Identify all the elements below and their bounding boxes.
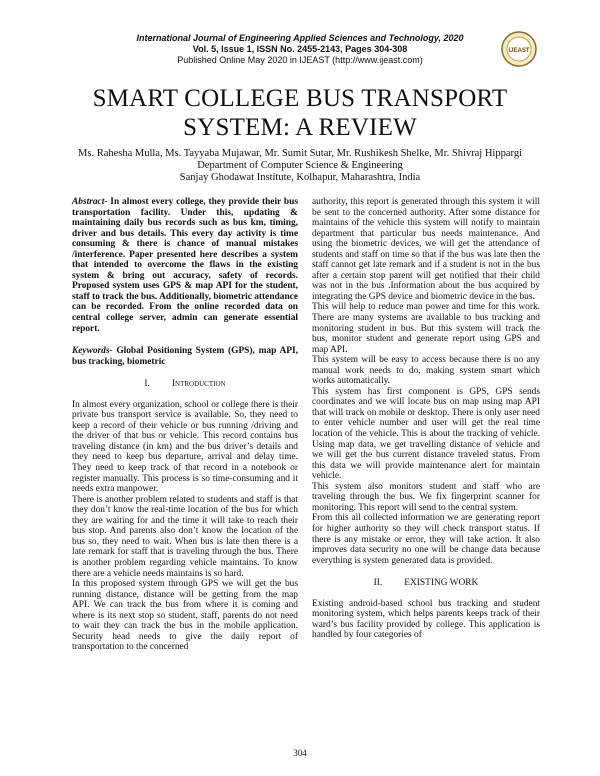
body-paragraph: There is another problem related to students and staff is that they don’t know the real-time location of the bus for which they are waiting for and the time it will take to reach their bus stop. And parents also don’t know the location of the bus so, they need to wait. When bus is late then there is a late remark for staff that is traveling through the bus. There is another problem regarding vehicle maintains. To know there are a vehicle needs maintains is so hard. — [72, 494, 298, 579]
logo-text: IJEAST — [508, 48, 530, 54]
body-paragraph: In this proposed system through GPS we will get the bus running distance, distance will be getting from the map API. We can track the bus from where it is coming and where is its next stop so student, staff, parents do not need to wait they can track the bus in the mobile application. Security head needs to give the daily report of transportation to the concerned — [72, 579, 298, 653]
author-block — [0, 148, 600, 184]
journal-published: Published Online May 2020 in IJEAST (http://www.ijeast.com) — [177, 55, 423, 65]
section-heading-existing-work — [312, 578, 540, 589]
author-names: Ms. Rahesha Mulla, Ms. Tayyaba Mujawar, Mr. Sumit Sutar, Mr. Rushikesh Shelke, Mr. Shivraj Hippargi — [78, 148, 522, 159]
keywords — [72, 346, 298, 367]
journal-name: International Journal of Engineering Applied Sciences and Technology, 2020 — [136, 33, 464, 43]
ijeast-logo — [501, 31, 537, 67]
department: Department of Computer Science & Engineering — [197, 160, 403, 171]
right-column — [312, 197, 540, 641]
body-paragraph: Existing android-based school bus tracking and student monitoring system, which helps parents keeps track of their ward’s bus facility provided by college. This application is handled by four categories of — [312, 598, 540, 641]
body-paragraph: This system also monitors student and staff who are traveling through the bus. We fix fingerprint scanner for monitoring. This report will send to the central system. — [312, 481, 540, 513]
left-column — [72, 197, 298, 653]
body-paragraph: This system has first component is GPS, GPS sends coordinates and we will locate bus on map using map API that will track on mobile or desktop. There is only user need to enter vehicle number and user will get the real time location of the vehicle. This is about the tracking of vehicle. Using map data, we get travelling distance of vehicle and we will get the bus current distance traveled status. From this data we will provide maintenance alert for maintain vehicle. — [312, 386, 540, 482]
section-number: II. — [373, 578, 383, 589]
abstract — [72, 197, 298, 334]
body-paragraph: This system will be easy to access because there is no any manual work needs to do, making system smart which works automatically. — [312, 355, 540, 387]
keywords-label: Keywords- — [72, 346, 113, 357]
body-paragraph: In almost every organization, school or college there is their private bus transport service is available. So, they need to keep a record of their vehicle or bus running /driving and the driver of that bus or vehicle. This record contains bus traveling distance (in km) and the bus driver’s details and they need to keep bus departure, arrival and delay time. They need to keep track of that record in a notebook or register manually. This process is so time-consuming and it needs extra manpower. — [72, 399, 298, 495]
section-heading-introduction — [72, 379, 298, 390]
keywords-text: Global Positioning System (GPS), map API, bus tracking, biometric — [72, 346, 298, 367]
section-title: EXISTING WORK — [404, 578, 479, 589]
body-paragraph: This will help to reduce man power and time for this work. There are many systems are available to bus tracking and monitoring student in bus. But this system will track the bus, monitor student and generate report using GPS and map API. — [312, 302, 540, 355]
page-number: 304 — [293, 748, 307, 758]
abstract-label: Abstract- — [72, 197, 108, 207]
institute: Sanjay Ghodawat Institute, Kolhapur, Maharashtra, India — [179, 172, 421, 183]
abstract-text: In almost every college, they provide their bus transportation facility. Under this, updating & maintaining daily bus records such as bus km, timing, driver and bus details. This every day activity is time consuming & there is chance of manual mistakes /interference. Paper presented here describes a system that intended to overcome the flaws in the existing system & bring out accuracy, safety of records. Proposed system uses GPS & map API for the student, staff to track the bus. Additionally, biometric attendance can be recorded. From the online recorded data on central college server, admin can generate essential report. — [72, 197, 298, 334]
journal-volume: Vol. 5, Issue 1, ISSN No. 2455-2143, Pages 304-308 — [192, 44, 408, 54]
body-paragraph: From this all collected information we are generating report for higher authority so they will check transport status. If there is any mistake or error, they will take action. It also improves data security no one will be change data because everything is system generated data is provided. — [312, 513, 540, 566]
title-line-2: SYSTEM: A REVIEW — [183, 114, 417, 141]
section-number: I. — [144, 379, 150, 390]
section-title: Introduction — [171, 379, 226, 390]
title-line-1: SMART COLLEGE BUS TRANSPORT — [92, 85, 508, 112]
body-paragraph: authority, this report is generated through this system it will be sent to the concerned authority. After some distance for maintains of the vehicle this system will notify to maintain department that particular bus needs maintenance. And using the biometric devices, we will get the attendance of students and staff on time so that if the bus was late then the staff cannot get late remark and if a student is not in the bus after a certain stop parent will get notified that their child was not in the bus .Information about the bus acquired by integrating the GPS device and biometric device in the bus. — [312, 197, 540, 302]
paper-title — [0, 84, 600, 142]
